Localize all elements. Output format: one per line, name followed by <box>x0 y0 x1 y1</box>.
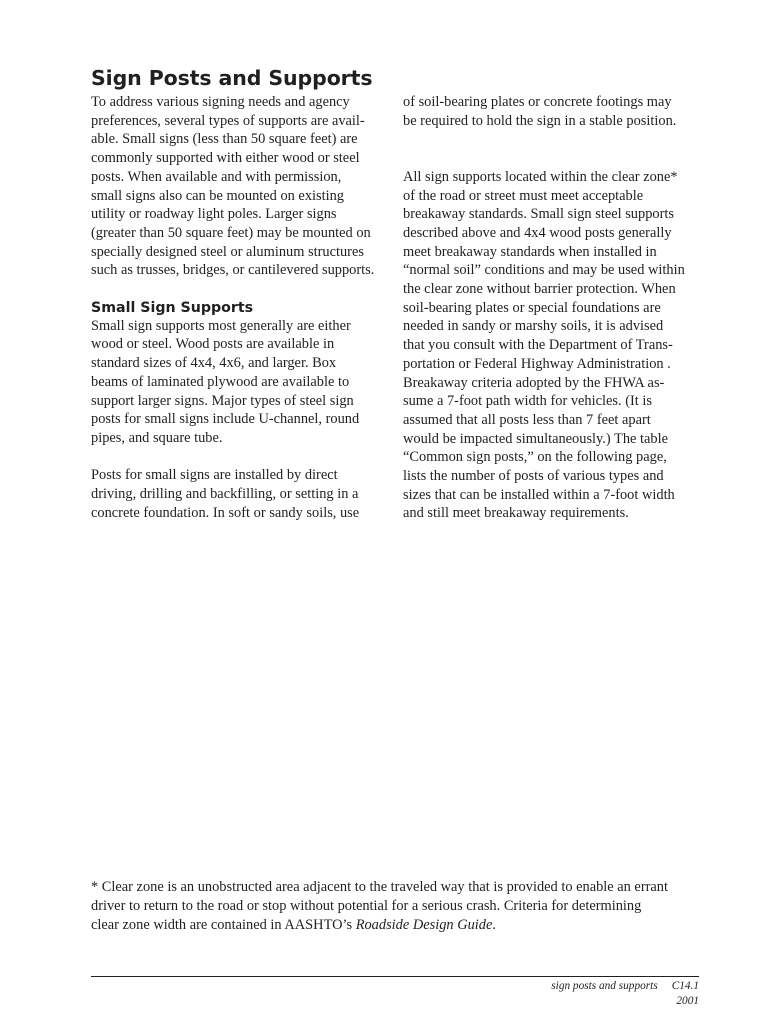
footer-rule <box>91 976 699 977</box>
footnote <box>91 878 711 935</box>
text-line: soil-bearing plates or special foundations are <box>403 299 661 316</box>
footer-section: sign posts and supports <box>551 980 658 992</box>
text-line: breakaway standards. Small sign steel supports <box>403 206 674 223</box>
continuation-paragraph <box>403 93 703 130</box>
text-line: lists the number of posts of various types and <box>403 468 664 485</box>
page-footer <box>551 979 699 1008</box>
installation-paragraph <box>91 466 391 522</box>
right-column <box>403 93 703 523</box>
footnote-line: clear zone width are contained in AASHTO’s <box>91 917 356 933</box>
text-line: wood or steel. Wood posts are available in <box>91 336 335 353</box>
text-line: such as trusses, bridges, or cantilevered supports. <box>91 262 375 279</box>
text-line: the clear zone without barrier protection. When <box>403 281 676 298</box>
supports-paragraph <box>91 317 391 448</box>
text-line: small signs also can be mounted on existing <box>91 187 345 204</box>
text-line: would be impacted simultaneously.) The table <box>403 430 668 447</box>
text-line: support larger signs. Major types of steel sign <box>91 392 354 409</box>
text-line: Breakaway criteria adopted by the FHWA as- <box>403 374 665 391</box>
text-line: of the road or street must meet acceptable <box>403 187 644 204</box>
text-line: posts. When available and with permission, <box>91 168 342 185</box>
text-line: and still meet breakaway requirements. <box>403 505 629 522</box>
text-line: able. Small signs (less than 50 square feet) are <box>91 131 358 148</box>
text-line: commonly supported with either wood or steel <box>91 150 360 167</box>
text-line: driving, drilling and backfilling, or setting in a <box>91 486 359 503</box>
text-line: “normal soil” conditions and may be used within <box>403 262 685 279</box>
text-line: meet breakaway standards when installed in <box>403 243 657 260</box>
text-line: specially designed steel or aluminum structures <box>91 243 364 260</box>
left-column <box>91 93 391 522</box>
text-line: “Common sign posts,” on the following page, <box>403 449 667 466</box>
footnote-line: * Clear zone is an unobstructed area adjacent to the traveled way that is provided to enable an errant <box>91 879 668 895</box>
text-line: standard sizes of 4x4, 4x6, and larger. Box <box>91 355 337 372</box>
footnote-line-end: . <box>492 917 496 933</box>
text-line: preferences, several types of supports are avail- <box>91 112 365 129</box>
text-line: beams of laminated plywood are available to <box>91 373 350 390</box>
text-line: that you consult with the Department of Trans- <box>403 337 673 354</box>
text-line: described above and 4x4 wood posts generally <box>403 224 672 241</box>
book-title: Roadside Design Guide <box>355 917 493 933</box>
intro-paragraph <box>91 93 391 280</box>
text-line: All sign supports located within the clear zone* <box>403 168 678 185</box>
footnote-line: driver to return to the road or stop without potential for a serious crash. Criteria for determining <box>91 898 642 914</box>
page-title: Sign Posts and Supports <box>91 66 373 90</box>
text-line: sizes that can be installed within a 7-foot width <box>403 486 675 503</box>
text-line: portation or Federal Highway Administration . <box>403 355 671 372</box>
text-line: Small sign supports most generally are either <box>91 317 351 334</box>
text-line: of soil-bearing plates or concrete footings may <box>403 94 672 110</box>
text-line: needed in sandy or marshy soils, it is advised <box>403 318 664 335</box>
text-line: concrete foundation. In soft or sandy soils, use <box>91 504 360 521</box>
text-line: (greater than 50 square feet) may be mounted on <box>91 224 371 241</box>
text-line: posts for small signs include U-channel, round <box>91 411 360 428</box>
text-line: assumed that all posts less than 7 feet apart <box>403 411 651 428</box>
text-line: be required to hold the sign in a stable position. <box>403 112 677 129</box>
section-heading: Small Sign Supports <box>91 299 254 316</box>
text-line: utility or roadway light poles. Larger signs <box>91 206 337 223</box>
footer-year: 2001 <box>676 994 699 1007</box>
text-line: Posts for small signs are installed by direct <box>91 467 338 484</box>
text-line: pipes, and square tube. <box>91 429 223 446</box>
text-line: sume a 7-foot path width for vehicles. (It is <box>403 393 652 410</box>
clear-zone-paragraph <box>403 168 703 523</box>
text-line: To address various signing needs and agency <box>91 94 350 110</box>
footer-page-number: C14.1 <box>671 980 699 992</box>
